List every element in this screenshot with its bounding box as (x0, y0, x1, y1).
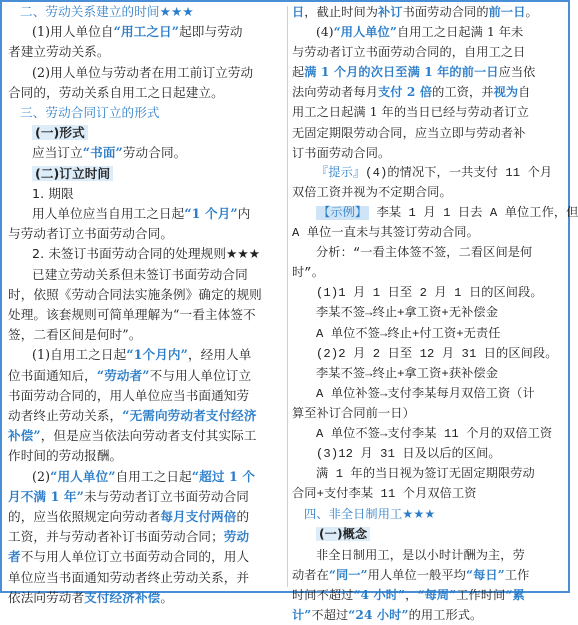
line-text: (4)的情况下，一共支付 11 个月 (365, 165, 553, 180)
line-text: 已建立劳动关系但未签订书面劳动合同 (32, 266, 248, 282)
line-text: 法向劳动者每月 (292, 85, 379, 100)
highlight-text: 每月支付两倍 (160, 509, 237, 525)
right-line (292, 565, 566, 585)
right-line (292, 324, 566, 344)
line-text: 与劳动者订立书面劳动合同的，自用工之日 (292, 45, 526, 60)
left-line (8, 547, 284, 567)
highlight-text: 补订 (378, 5, 403, 19)
line-text: (二)订立时间 (32, 166, 113, 181)
right-line (292, 42, 566, 62)
line-text: 用人单位应当自用工之日起 (32, 206, 185, 222)
line-text: 工资，并与劳动者补订书面劳动合同； (8, 529, 224, 545)
left-line (8, 426, 284, 446)
highlight-text: “每周” (417, 587, 457, 602)
line-text: (一)形式 (32, 125, 88, 140)
left-line (8, 305, 284, 325)
highlight-text: “累 (505, 587, 525, 602)
line-text: 不与用人单位订立 (149, 367, 252, 383)
line-text: 单位应当书面通知劳动者终止劳动关系，并 (8, 569, 250, 585)
line-text: A 单位不签→终止+付工资+无责任 (316, 326, 501, 341)
left-column (8, 2, 284, 605)
right-line (292, 424, 566, 444)
line-text: 合同+支付李某 11 个月双倍工资 (292, 487, 477, 502)
line-text: 未与劳动者订立书面劳动合同 (83, 488, 249, 504)
right-line (292, 243, 566, 263)
right-line (292, 183, 566, 203)
right-line (292, 102, 566, 122)
line-text: 的工资，并 (432, 85, 494, 100)
left-line (8, 507, 284, 527)
column-divider (287, 6, 288, 587)
line-text: A 单位补签→支付李某每月双倍工资（计 (316, 386, 535, 401)
line-text: 二、劳动关系建立的时间★★★ (20, 4, 194, 19)
right-line (292, 585, 566, 605)
line-text: 起 (292, 65, 305, 80)
line-text: (4) (316, 25, 334, 40)
left-line (8, 325, 284, 345)
right-line (292, 464, 566, 484)
right-line (292, 2, 566, 22)
highlight-text: 支付经济补偿 (84, 589, 161, 605)
left-line (8, 588, 284, 608)
right-line (292, 545, 566, 565)
right-line (292, 223, 566, 243)
left-line (8, 244, 284, 264)
highlight-text: 劳动 (223, 529, 250, 545)
left-line (8, 527, 284, 547)
left-line (8, 143, 284, 163)
highlight-text: 计” (292, 607, 312, 622)
line-text: 应当依 (498, 65, 536, 80)
right-line (292, 143, 566, 163)
left-line (8, 366, 284, 386)
line-text: (2)2 月 2 日至 12 月 31 日的区间段。 (316, 346, 558, 361)
right-line (292, 283, 566, 303)
line-text: ，截止时间为 (304, 5, 379, 19)
line-text: 时间不超过 (292, 587, 354, 602)
highlight-text: “用人单位” (333, 25, 397, 40)
left-line (8, 265, 284, 285)
right-column (292, 2, 578, 622)
highlight-text: “无需向劳动者支付经济 (122, 408, 257, 424)
line-text: 的用工形式。 (408, 607, 483, 622)
highlight-text: “1 个月” (184, 206, 238, 222)
right-line (292, 444, 566, 464)
line-text: 算至补订合同前一日） (292, 406, 415, 421)
left-line (8, 164, 284, 184)
line-text: 与劳动者订立书面劳动合同。 (8, 226, 174, 242)
line-text: 签，二看区间是何时”。 (8, 327, 142, 343)
line-text: 不超过 (311, 607, 349, 622)
line-text: 双倍工资并视为不定期合同。 (292, 185, 452, 200)
line-text: 依法向劳动者 (8, 589, 85, 605)
line-text: 内 (237, 206, 251, 222)
left-line (8, 285, 284, 305)
left-line (8, 446, 284, 466)
line-text: 三、劳动合同订立的形式 (20, 105, 160, 121)
right-line (292, 263, 566, 283)
left-line (8, 487, 284, 507)
line-text: 自 (518, 85, 531, 100)
line-text: ，经用人单 (187, 347, 252, 363)
right-line (292, 384, 566, 404)
highlight-text: 满 1 个月的次日至满 1 年的前一日 (304, 65, 499, 80)
highlight-text: 视为 (493, 85, 519, 100)
right-line (292, 605, 566, 625)
line-text: (3)12 月 31 日及以后的区间。 (316, 447, 501, 462)
highlight-text: “用人单位” (50, 468, 116, 484)
highlight-text: “同一” (328, 567, 368, 582)
line-text: (2) (32, 468, 51, 484)
right-line (292, 203, 578, 223)
line-text: 自用工之日起 (115, 468, 192, 484)
highlight-text: “劳动者” (96, 367, 150, 383)
left-line (8, 63, 284, 83)
line-text: 用人单位一般平均 (367, 567, 466, 582)
left-line (8, 467, 284, 487)
right-line (292, 484, 566, 504)
left-line (8, 123, 284, 143)
line-text: 四、非全日制用工★★★ (304, 507, 436, 522)
left-line (8, 42, 284, 62)
line-text: (1)1 月 1 日至 2 月 1 日的区间段。 (316, 286, 543, 301)
line-text: 非全日制用工，是以小时计酬为主，劳 (316, 547, 525, 562)
line-text: 不与用人单位订立书面劳动合同的，用人 (20, 549, 250, 565)
line-text: 合同的，劳动关系自用工之日起建立。 (8, 84, 224, 100)
highlight-text: “超过 1 个 (191, 468, 256, 484)
line-text: 。 (160, 589, 174, 605)
right-line (292, 303, 566, 323)
highlight-text: “用工之日” (113, 24, 180, 40)
line-text: 工作时间 (456, 587, 506, 602)
line-text: 应当订立 (32, 145, 83, 161)
right-line (292, 62, 566, 82)
left-line (8, 83, 284, 103)
right-line (292, 22, 566, 42)
highlight-text: 支付 2 倍 (378, 85, 433, 100)
line-text: 处理。该套规则可简单理解为“一看主体签不 (8, 307, 256, 323)
line-text: 起即与劳动 (179, 24, 243, 40)
line-text: 时”。 (292, 266, 324, 281)
right-line (292, 524, 566, 544)
line-text: 位书面通知后， (8, 367, 97, 383)
line-text: 工作 (504, 567, 530, 582)
line-text: 动者在 (292, 567, 329, 582)
highlight-text: “每日” (465, 567, 505, 582)
line-text: A 单位不签→支付李某 11 个月的双倍工资 (316, 426, 553, 441)
highlight-text: “书面” (82, 145, 123, 161)
line-text: 『提示』 (316, 165, 366, 180)
line-text: 李某不签→终止+拿工资+获补偿金 (316, 366, 498, 381)
line-text: 满 1 年的当日视为签订无固定期限劳动 (316, 467, 535, 482)
highlight-text: “4 小时” (353, 587, 406, 602)
line-text: 。 (525, 5, 538, 19)
right-line (292, 123, 566, 143)
line-text: 无固定期限劳动合同，应当立即与劳动者补 (292, 125, 526, 140)
highlight-text: “1个月内” (126, 347, 188, 363)
line-text: 分析：“一看主体签不签，二看区间是何 (316, 246, 533, 261)
left-line (8, 568, 284, 588)
left-line (8, 184, 284, 204)
line-text: 1. 期限 (32, 185, 74, 201)
highlight-text: 补偿” (8, 428, 41, 444)
line-text: 的 (236, 509, 250, 525)
highlight-text: 月不满 1 年” (8, 488, 84, 504)
line-text: (2)用人单位与劳动者在用工前订立劳动 (32, 64, 254, 80)
left-line (8, 406, 284, 426)
highlight-text: 前一日 (488, 5, 526, 19)
highlight-text: 者 (8, 549, 21, 565)
line-text: 劳动合同。 (122, 145, 187, 161)
line-text: A 单位一直未与其签订劳动合同。 (292, 226, 479, 241)
line-text: (1)用人单位自 (32, 24, 114, 40)
left-line (8, 224, 284, 244)
line-text: (1)自用工之日起 (32, 347, 127, 363)
line-text: 书面劳动合同的 (402, 5, 489, 19)
right-line (292, 344, 566, 364)
right-line (292, 404, 566, 424)
left-line (8, 103, 284, 123)
line-text: 李某不签→终止+拿工资+无补偿金 (316, 306, 498, 321)
line-text: ， (405, 587, 418, 602)
line-text: 自用工之日起满 1 年未 (396, 25, 524, 40)
line-text: 作时间的劳动报酬。 (8, 448, 123, 464)
line-text: 时，依照《劳动合同法实施条例》确定的规则 (8, 286, 262, 302)
left-line (8, 345, 284, 365)
left-line (8, 22, 284, 42)
right-line (292, 163, 566, 183)
line-text: 者建立劳动关系。 (8, 44, 110, 60)
highlight-text: “24 小时” (348, 607, 409, 622)
left-line (8, 386, 284, 406)
right-line (292, 82, 566, 102)
line-text: 动者终止劳动关系， (8, 408, 123, 424)
line-text: 李某 1 月 1 日去 A 单位工作，但 (369, 205, 578, 220)
line-text: 的，应当依照规定向劳动者 (8, 509, 161, 525)
line-text: 用工之日起满 1 年的当日已经与劳动者订立 (292, 105, 529, 120)
right-line (292, 504, 566, 524)
line-text: 2. 未签订书面劳动合同的处理规则★★★ (32, 246, 261, 262)
right-line (292, 364, 566, 384)
line-text: ，但是应当依法向劳动者支付其实际工 (40, 428, 257, 444)
left-line (8, 2, 284, 22)
line-text: 【示例】 (318, 205, 368, 220)
line-text: (一)概念 (316, 527, 370, 541)
line-text: 书面劳动合同的，用人单位应当书面通知劳 (8, 387, 250, 403)
left-line (8, 204, 284, 224)
line-text: 订书面劳动合同。 (292, 145, 391, 160)
highlight-text: 日 (292, 5, 305, 19)
